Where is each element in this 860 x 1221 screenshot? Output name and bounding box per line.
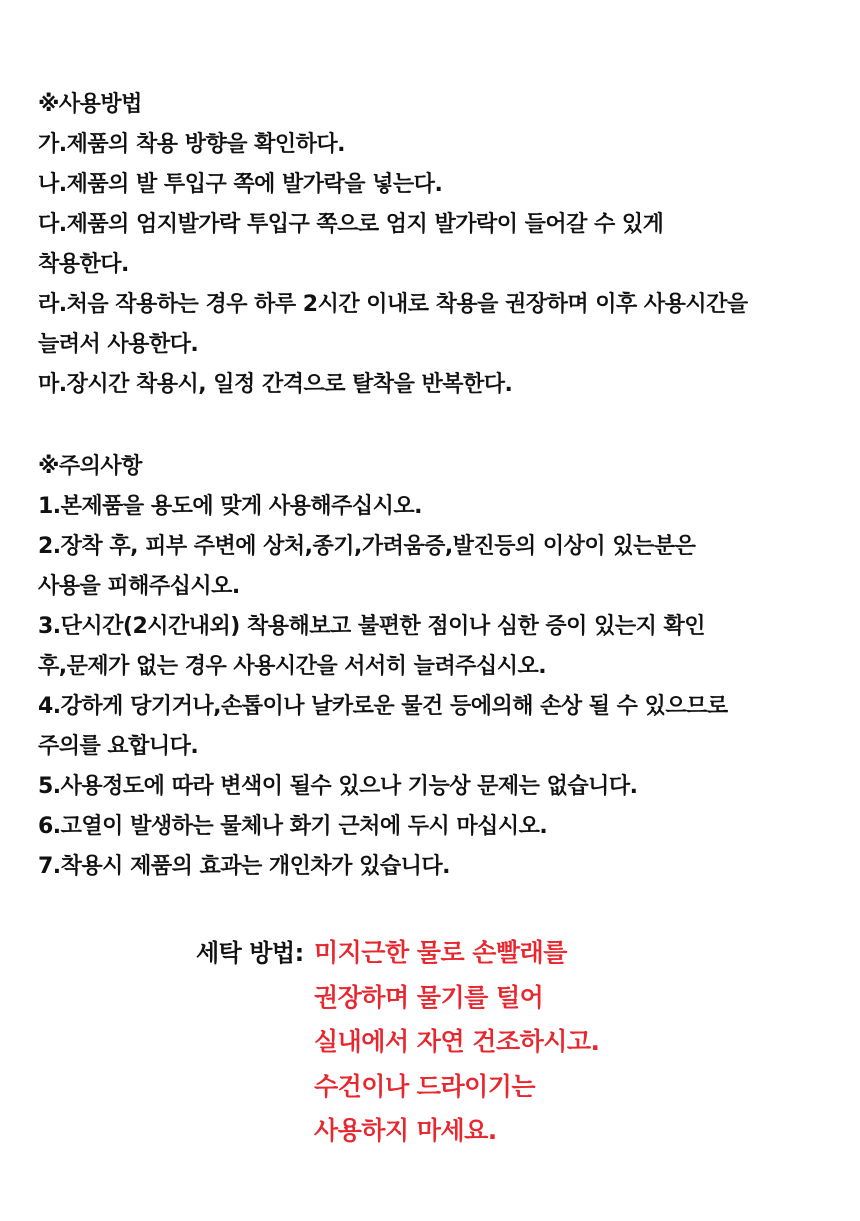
washing-line: 미지근한 물로 손빨래를 [314,938,567,967]
caution-line: 1.본제품을 용도에 맞게 사용해주십시오. [38,494,423,519]
caution-section [38,447,848,887]
caution-line: 4.강하게 당기거나,손톱이나 날카로운 물건 등에의해 손상 될 수 있으므로 [38,694,728,719]
washing-line: 실내에서 자연 건조하시고. [314,1027,600,1056]
caution-line: 6.고열이 발생하는 물체나 화기 근처에 두시 마십시오. [38,814,548,839]
washing-line: 권장하며 물기를 털어 [314,982,544,1012]
washing-line: 사용하지 마세요. [314,1116,497,1145]
caution-line: 7.착용시 제품의 효과는 개인차가 있습니다. [38,854,450,879]
caution-line: 후,문제가 없는 경우 사용시간을 서서히 늘려주십시오. [38,654,547,679]
usage-line: 착용한다. [38,252,129,277]
caution-line: 2.장착 후, 피부 주변에 상처,종기,가려움증,발진등의 이상이 있는분은 [38,534,696,559]
caution-line: 사용을 피해주십시오. [38,574,240,599]
usage-line: 늘려서 사용한다. [38,332,199,357]
caution-line: 주의를 요합니다. [38,734,199,759]
caution-line: 3.단시간(2시간내외) 착용해보고 불편한 점이나 심한 증이 있는지 확인 [38,614,706,639]
usage-section [38,85,848,405]
washing-label: 세탁 방법: [196,939,304,967]
usage-heading: ※사용방법 [38,92,142,117]
usage-line: 라.처음 작용하는 경우 하루 2시간 이내로 착용을 권장하며 이후 사용시간을 [38,292,748,317]
usage-line: 다.제품의 엄지발가락 투입구 쪽으로 엄지 발가락이 들어갈 수 있게 [38,212,664,237]
usage-line: 가.제품의 착용 방향을 확인하다. [38,132,345,157]
usage-line: 마.장시간 착용시, 일정 간격으로 탈착을 반복한다. [38,372,513,397]
washing-line: 수건이나 드라이기는 [314,1071,536,1101]
washing-instructions [314,931,600,1154]
caution-line: 5.사용정도에 따라 변색이 될수 있으나 기능상 문제는 없습니다. [38,774,638,799]
caution-heading: ※주의사항 [38,454,142,479]
usage-line: 나.제품의 발 투입구 쪽에 발가락을 넣는다. [38,172,443,197]
